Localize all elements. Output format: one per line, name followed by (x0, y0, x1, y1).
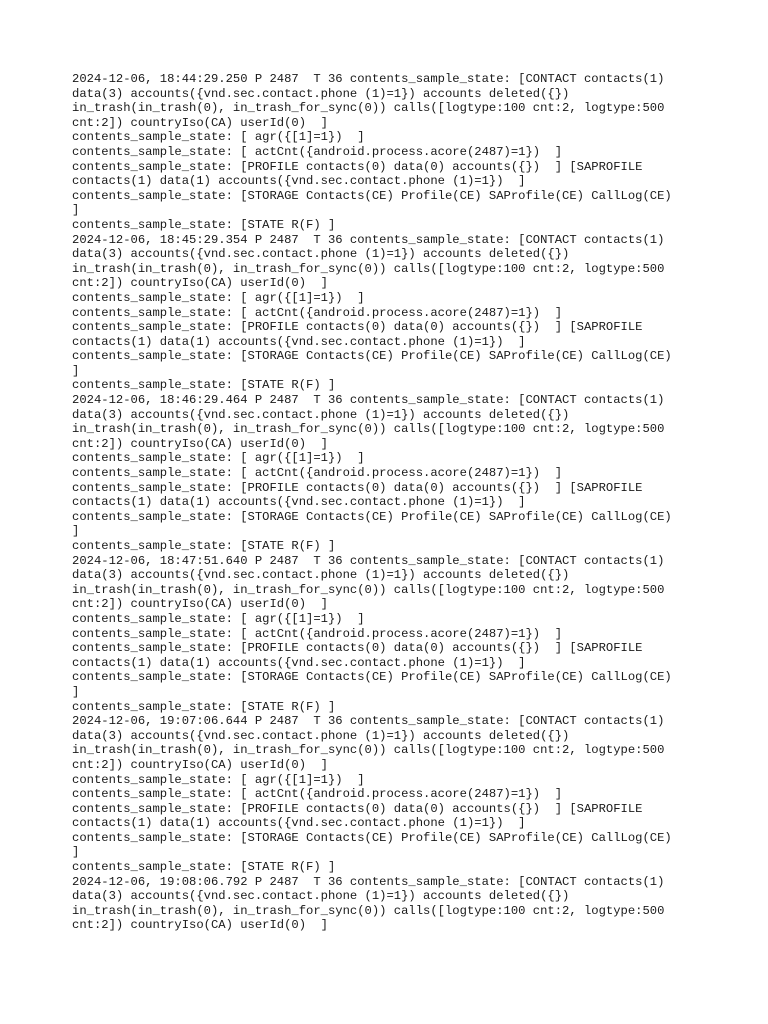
log-document (72, 72, 712, 933)
log-line: cnt:2]) countryIso(CA) userId(0) ] (72, 115, 328, 130)
log-line: data(3) accounts({vnd.sec.contact.phone (1)=1}) accounts deleted({}) (72, 568, 570, 583)
log-line: ] (72, 363, 80, 378)
log-line: contents_sample_state: [STORAGE Contacts(CE) Profile(CE) SAProfile(CE) CallLog(CE) (72, 349, 672, 364)
log-line: data(3) accounts({vnd.sec.contact.phone (1)=1}) accounts deleted({}) (72, 247, 570, 262)
log-line: cnt:2]) countryIso(CA) userId(0) ] (72, 918, 328, 933)
log-line: in_trash(in_trash(0), in_trash_for_sync(0)) calls([logtype:100 cnt:2, logtype:500 (72, 743, 665, 758)
log-line: contents_sample_state: [PROFILE contacts(0) data(0) accounts({}) ] [SAPROFILE (72, 641, 643, 656)
log-line: in_trash(in_trash(0), in_trash_for_sync(0)) calls([logtype:100 cnt:2, logtype:500 (72, 582, 665, 597)
log-line: in_trash(in_trash(0), in_trash_for_sync(0)) calls([logtype:100 cnt:2, logtype:500 (72, 422, 665, 437)
log-line: contents_sample_state: [STATE R(F) ] (72, 699, 336, 714)
log-line: contents_sample_state: [ actCnt({android.process.acore(2487)=1}) ] (72, 626, 563, 641)
log-line: contents_sample_state: [ agr({[1]=1}) ] (72, 290, 365, 305)
log-line: contents_sample_state: [ actCnt({android.process.acore(2487)=1}) ] (72, 466, 563, 481)
log-line: contacts(1) data(1) accounts({vnd.sec.contact.phone (1)=1}) ] (72, 655, 526, 670)
log-line: 2024-12-06, 18:46:29.464 P 2487 T 36 contents_sample_state: [CONTACT contacts(1) (72, 393, 665, 408)
log-line: in_trash(in_trash(0), in_trash_for_sync(0)) calls([logtype:100 cnt:2, logtype:500 (72, 261, 665, 276)
log-line: data(3) accounts({vnd.sec.contact.phone (1)=1}) accounts deleted({}) (72, 407, 570, 422)
log-line: contents_sample_state: [STORAGE Contacts(CE) Profile(CE) SAProfile(CE) CallLog(CE) (72, 188, 672, 203)
log-line: in_trash(in_trash(0), in_trash_for_sync(0)) calls([logtype:100 cnt:2, logtype:500 (72, 101, 665, 116)
log-line: 2024-12-06, 18:47:51.640 P 2487 T 36 contents_sample_state: [CONTACT contacts(1) (72, 553, 665, 568)
log-line: in_trash(in_trash(0), in_trash_for_sync(0)) calls([logtype:100 cnt:2, logtype:500 (72, 903, 665, 918)
log-line: contents_sample_state: [STATE R(F) ] (72, 539, 336, 553)
log-line: contents_sample_state: [PROFILE contacts(0) data(0) accounts({}) ] [SAPROFILE (72, 159, 643, 174)
log-line: 2024-12-06, 19:08:06.792 P 2487 T 36 contents_sample_state: [CONTACT contacts(1) (72, 874, 665, 889)
log-line: cnt:2]) countryIso(CA) userId(0) ] (72, 276, 328, 291)
log-line: contents_sample_state: [ actCnt({android.process.acore(2487)=1}) ] (72, 144, 563, 159)
log-line: data(3) accounts({vnd.sec.contact.phone (1)=1}) accounts deleted({}) (72, 728, 570, 743)
log-line: contents_sample_state: [PROFILE contacts(0) data(0) accounts({}) ] [SAPROFILE (72, 801, 643, 816)
log-line: data(3) accounts({vnd.sec.contact.phone (1)=1}) accounts deleted({}) (72, 86, 570, 101)
log-line: contents_sample_state: [STORAGE Contacts(CE) Profile(CE) SAProfile(CE) CallLog(CE) (72, 830, 672, 845)
log-line: contents_sample_state: [STORAGE Contacts(CE) Profile(CE) SAProfile(CE) CallLog(CE) (72, 509, 672, 524)
log-line: 2024-12-06, 19:07:06.644 P 2487 T 36 contents_sample_state: [CONTACT contacts(1) (72, 714, 665, 729)
log-line: 2024-12-06, 18:45:29.354 P 2487 T 36 contents_sample_state: [CONTACT contacts(1) (72, 232, 665, 247)
log-line: contents_sample_state: [STORAGE Contacts(CE) Profile(CE) SAProfile(CE) CallLog(CE) (72, 670, 672, 685)
log-line: ] (72, 524, 80, 539)
log-line: contacts(1) data(1) accounts({vnd.sec.contact.phone (1)=1}) ] (72, 334, 526, 349)
log-line: contents_sample_state: [ agr({[1]=1}) ] (72, 772, 365, 787)
log-line: contents_sample_state: [ actCnt({android.process.acore(2487)=1}) ] (72, 305, 563, 320)
log-line: ] (72, 203, 80, 218)
log-line: cnt:2]) countryIso(CA) userId(0) ] (72, 597, 328, 612)
log-line: contents_sample_state: [ agr({[1]=1}) ] (72, 611, 365, 626)
log-line: contacts(1) data(1) accounts({vnd.sec.contact.phone (1)=1}) ] (72, 174, 526, 189)
log-line: ] (72, 684, 80, 699)
log-line: contents_sample_state: [STATE R(F) ] (72, 378, 336, 393)
log-line: contents_sample_state: [PROFILE contacts(0) data(0) accounts({}) ] [SAPROFILE (72, 480, 643, 495)
log-line: contents_sample_state: [ agr({[1]=1}) ] (72, 451, 365, 466)
log-line: contents_sample_state: [STATE R(F) ] (72, 860, 336, 875)
log-line: cnt:2]) countryIso(CA) userId(0) ] (72, 757, 328, 772)
log-line: cnt:2]) countryIso(CA) userId(0) ] (72, 436, 328, 451)
log-line: contents_sample_state: [ agr({[1]=1}) ] (72, 130, 365, 145)
log-line: contents_sample_state: [PROFILE contacts(0) data(0) accounts({}) ] [SAPROFILE (72, 320, 643, 335)
log-line: 2024-12-06, 18:44:29.250 P 2487 T 36 contents_sample_state: [CONTACT contacts(1) (72, 72, 665, 86)
log-line: data(3) accounts({vnd.sec.contact.phone (1)=1}) accounts deleted({}) (72, 889, 570, 904)
log-line: ] (72, 845, 80, 860)
log-line: contents_sample_state: [ actCnt({android.process.acore(2487)=1}) ] (72, 787, 563, 802)
log-line: contents_sample_state: [STATE R(F) ] (72, 217, 336, 232)
log-line: contacts(1) data(1) accounts({vnd.sec.contact.phone (1)=1}) ] (72, 495, 526, 510)
log-line: contacts(1) data(1) accounts({vnd.sec.contact.phone (1)=1}) ] (72, 816, 526, 831)
